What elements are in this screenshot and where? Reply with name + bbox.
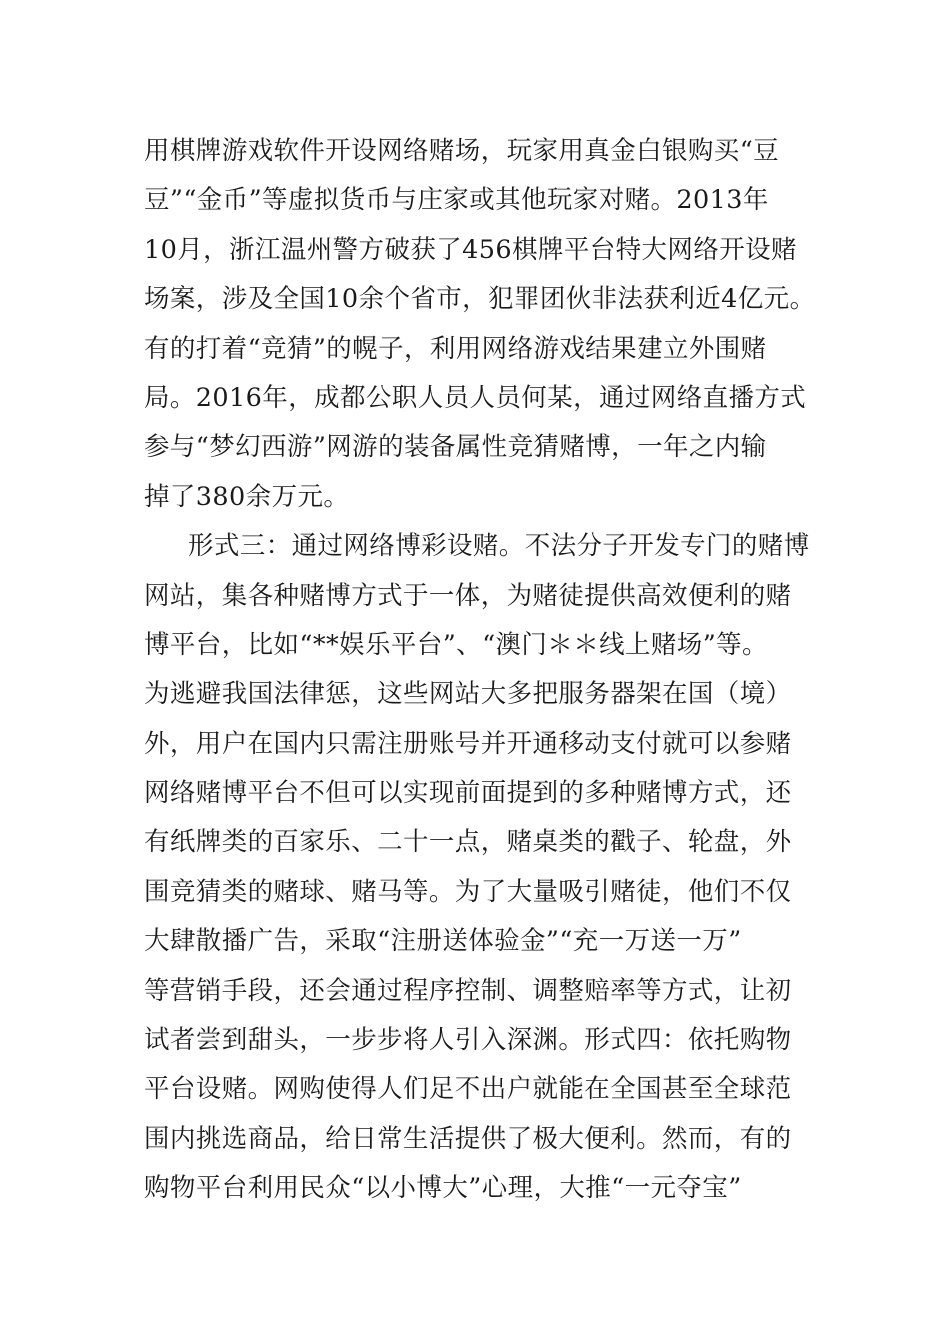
- body-text: [144, 127, 824, 1214]
- text-line: 用棋牌游戏软件开设网络赌场，玩家用真金白银购买“豆: [144, 136, 780, 166]
- text-line: 有的打着“竞猜”的幌子，利用网络游戏结果建立外围赌: [144, 333, 767, 364]
- text-line: 有纸牌类的百家乐、二十一点，赌桌类的戳子、轮盘，外: [144, 827, 792, 858]
- text-line: 网站，集各种赌博方式于一体，为赌徒提供高效便利的赌: [144, 580, 792, 611]
- text-line: 围竞猜类的赌球、赌马等。为了大量吸引赌徒，他们不仅: [144, 876, 792, 907]
- text-line: 平台设赌。网购使得人们足不出户就能在全国甚至全球范: [144, 1074, 792, 1105]
- text-line: 掉了380余万元。: [144, 481, 350, 512]
- text-line: 豆”“金币”等虚拟货币与庄家或其他玩家对赌。2013年: [144, 185, 769, 216]
- text-line: 10月，浙江温州警方破获了456棋牌平台特大网络开设赌: [144, 234, 797, 265]
- text-line: 网络赌博平台不但可以实现前面提到的多种赌博方式，还: [144, 778, 792, 809]
- text-line: 大肆散播广告，采取“注册送体验金”“充一万送一万”: [144, 926, 742, 957]
- text-line: 场案，涉及全国10余个省市，犯罪团伙非法获利近4亿元。: [144, 284, 816, 315]
- text-line: 围内挑选商品，给日常生活提供了极大便利。然而，有的: [144, 1123, 792, 1154]
- text-line: 外，用户在国内只需注册账号并开通移动支付就可以参赌: [144, 728, 792, 759]
- paragraph-start-line: 形式三：通过网络博彩设赌。不法分子开发专门的赌博: [188, 531, 810, 562]
- text-line: 博平台，比如“**娱乐平台”、“澳门＊＊线上赌场”等。: [144, 629, 768, 660]
- text-line: 为逃避我国法律惩，这些网站大多把服务器架在国（境）: [144, 679, 792, 710]
- text-line: 参与“梦幻西游”网游的装备属性竞猜赌博，一年之内输: [144, 432, 767, 463]
- text-line: 购物平台利用民众“以小博大”心理，大推“一元夺宝”: [144, 1173, 742, 1204]
- text-line: 等营销手段，还会通过程序控制、调整赔率等方式，让初: [144, 975, 792, 1006]
- text-line: 局。2016年，成都公职人员人员何某，通过网络直播方式: [144, 382, 807, 413]
- text-line: 试者尝到甜头，一步步将人引入深渊。形式四：依托购物: [144, 1025, 792, 1056]
